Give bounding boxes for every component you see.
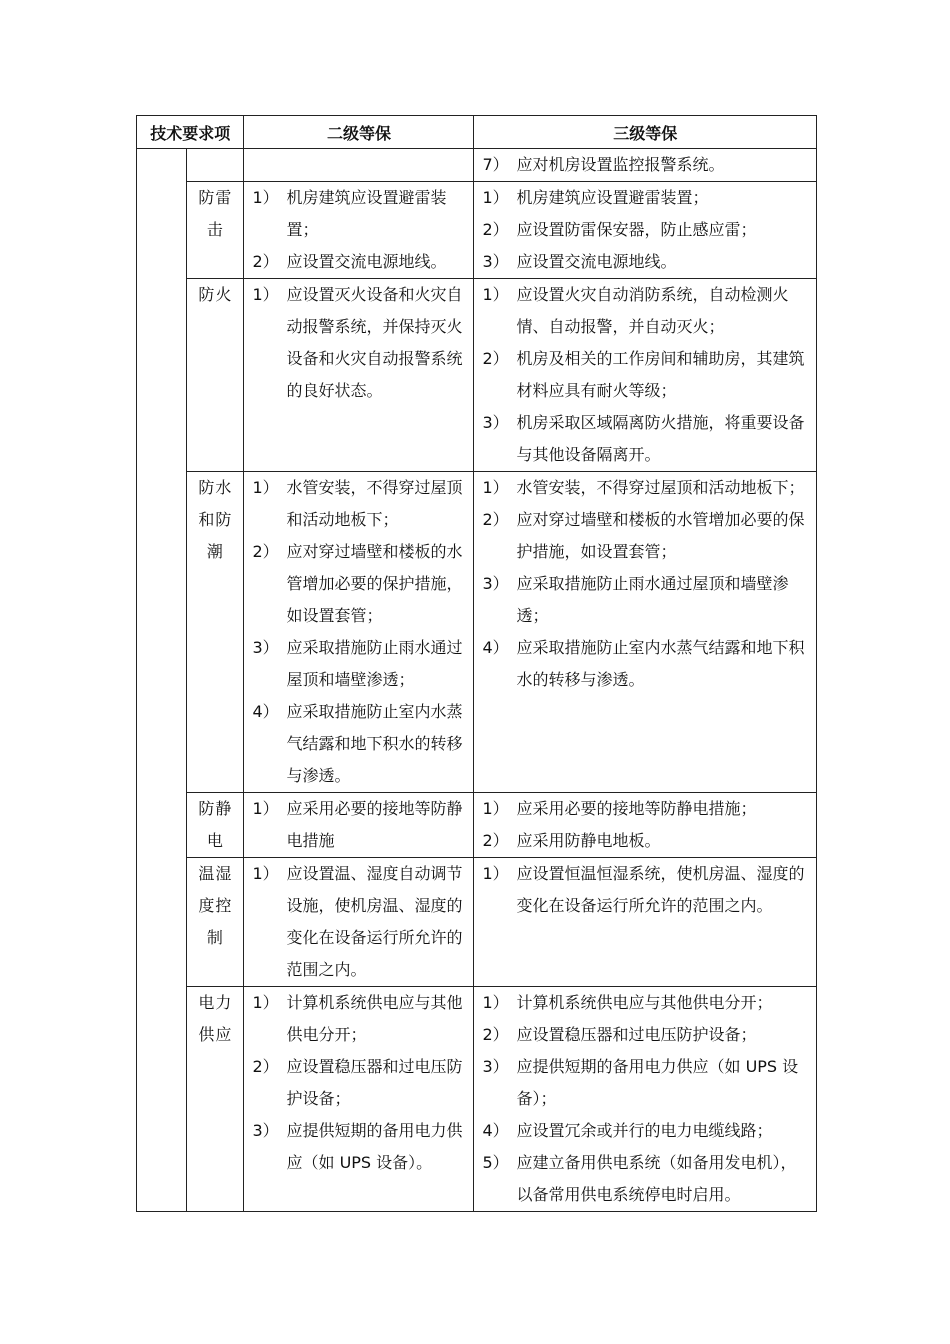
item-text: 应采取措施防止室内水蒸气结露和地下积水的转移与渗透。 [516,638,805,689]
table-row [137,149,817,182]
list-item [482,1147,812,1211]
list-item [252,793,469,857]
level-3-cell [474,858,817,987]
item-text: 应设置防雷保安器，防止感应雷； [516,220,757,239]
item-number: 1） [252,864,279,883]
list-item [482,279,812,343]
list-item [482,149,812,181]
level-2-cell [244,858,474,987]
list-item [482,246,812,278]
category-cell [187,149,244,182]
item-number: 1） [252,285,279,304]
list-item [482,1019,812,1051]
item-text: 计算机系统供电应与其他供电分开； [286,993,463,1044]
table-header-row [137,116,817,149]
requirement-list [474,858,816,922]
item-text: 应采用必要的接地等防静电措施 [286,799,463,850]
item-number: 3） [482,1057,509,1076]
item-text: 应对穿过墙壁和楼板的水管增加必要的保护措施，如设置套管； [516,510,805,561]
level-3-cell [474,472,817,793]
item-number: 4） [482,1121,509,1140]
requirement-list [474,182,816,278]
requirements-table [136,115,817,1212]
item-number: 4） [252,702,279,721]
requirement-list [474,149,816,181]
level-3-cell [474,182,817,279]
item-text: 应设置灭火设备和火灾自动报警系统，并保持灭火设备和火灾自动报警系统的良好状态。 [286,285,463,400]
list-item [252,632,469,696]
header-level-2: 二级等保 [244,116,474,149]
item-text: 应采用必要的接地等防静电措施； [516,799,757,818]
table-row [137,472,817,793]
list-item [252,1115,469,1179]
requirement-list [244,182,473,278]
item-number: 1） [252,478,279,497]
item-number: 2） [252,1057,279,1076]
level-2-cell [244,472,474,793]
item-text: 机房及相关的工作房间和辅助房，其建筑材料应具有耐火等级； [516,349,805,400]
item-number: 3） [252,1121,279,1140]
list-item [252,246,469,278]
list-item [482,1115,812,1147]
requirement-list [474,279,816,471]
item-number: 3） [482,574,509,593]
item-text: 应提供短期的备用电力供应（如 UPS 设备）； [516,1057,799,1108]
item-text: 应设置交流电源地线。 [286,252,447,271]
item-text: 机房采取区域隔离防火措施，将重要设备与其他设备隔离开。 [516,413,805,464]
requirement-list [244,987,473,1179]
level-2-cell [244,279,474,472]
list-item [482,825,812,857]
list-item [482,407,812,471]
item-text: 计算机系统供电应与其他供电分开； [516,993,773,1012]
item-number: 2） [482,831,509,850]
item-number: 3） [252,638,279,657]
item-text: 应采取措施防止室内水蒸气结露和地下积水的转移与渗透。 [286,702,463,785]
table-body [137,149,817,1212]
item-number: 3） [482,413,509,432]
table-row [137,858,817,987]
table-row [137,793,817,858]
item-text: 应建立备用供电系统（如备用发电机），以备常用供电系统停电时启用。 [516,1153,797,1204]
item-number: 2） [252,542,279,561]
item-text: 水管安装，不得穿过屋顶和活动地板下； [286,478,463,529]
level-2-cell [244,987,474,1212]
requirement-list [474,472,816,696]
item-text: 应对穿过墙壁和楼板的水管增加必要的保护措施，如设置套管； [286,542,463,625]
item-text: 应设置交流电源地线。 [516,252,677,271]
item-text: 水管安装，不得穿过屋顶和活动地板下； [516,478,805,497]
list-item [252,279,469,407]
item-number: 5） [482,1153,509,1172]
list-item [482,472,812,504]
list-item [482,504,812,568]
item-number: 1） [252,188,279,207]
list-item [482,1051,812,1115]
requirement-list [474,987,816,1211]
requirement-list [244,472,473,792]
category-cell: 温湿度控制 [187,858,244,987]
level-2-cell [244,149,474,182]
list-item [482,858,812,922]
level-3-cell [474,279,817,472]
item-number: 2） [482,349,509,368]
item-number: 7） [482,155,509,174]
table-row [137,279,817,472]
list-item [252,182,469,246]
list-item [482,568,812,632]
item-text: 应设置恒温恒湿系统，使机房温、湿度的变化在设备运行所允许的范围之内。 [516,864,805,915]
item-number: 2） [482,510,509,529]
list-item [252,696,469,792]
level-3-cell [474,149,817,182]
header-level-3: 三级等保 [474,116,817,149]
requirement-list [244,858,473,986]
item-number: 3） [482,252,509,271]
item-text: 应采取措施防止雨水通过屋顶和墙壁渗透； [286,638,463,689]
item-number: 1） [482,993,509,1012]
list-item [252,536,469,632]
requirement-list [474,793,816,857]
list-item [482,214,812,246]
item-number: 2） [252,252,279,271]
category-cell: 防雷击 [187,182,244,279]
item-text: 机房建筑应设置避雷装置； [516,188,709,207]
table-row [137,182,817,279]
item-text: 应对机房设置监控报警系统。 [516,155,725,174]
item-number: 2） [482,1025,509,1044]
list-item [252,1051,469,1115]
level-2-cell [244,182,474,279]
category-cell: 防静电 [187,793,244,858]
item-number: 2） [482,220,509,239]
item-number: 1） [482,799,509,818]
list-item [482,987,812,1019]
list-item [482,182,812,214]
item-number: 1） [252,799,279,818]
list-item [252,858,469,986]
category-cell: 电力供应 [187,987,244,1212]
item-number: 4） [482,638,509,657]
table-row [137,987,817,1212]
item-text: 应提供短期的备用电力供应（如 UPS 设备）。 [286,1121,463,1172]
header-requirement-item: 技术要求项 [137,116,244,149]
item-text: 应设置稳压器和过电压防护设备； [286,1057,463,1108]
list-item [252,472,469,536]
list-item [482,793,812,825]
level-3-cell [474,793,817,858]
category-cell: 防水和防潮 [187,472,244,793]
category-cell: 防火 [187,279,244,472]
item-text: 应设置温、湿度自动调节设施，使机房温、湿度的变化在设备运行所允许的范围之内。 [286,864,463,979]
item-text: 应设置火灾自动消防系统，自动检测火情、自动报警，并自动灭火； [516,285,789,336]
item-text: 应采用防静电地板。 [516,831,661,850]
item-number: 1） [482,285,509,304]
item-number: 1） [482,478,509,497]
item-text: 应采取措施防止雨水通过屋顶和墙壁渗透； [516,574,789,625]
list-item [252,987,469,1051]
item-text: 应设置冗余或并行的电力电缆线路； [516,1121,773,1140]
requirement-list [244,279,473,407]
item-text: 应设置稳压器和过电压防护设备； [516,1025,757,1044]
item-number: 1） [482,188,509,207]
item-number: 1） [252,993,279,1012]
list-item [482,632,812,696]
level-2-cell [244,793,474,858]
section-label-cell [137,149,187,1212]
item-text: 机房建筑应设置避雷装置； [286,188,447,239]
item-number: 1） [482,864,509,883]
requirement-list [244,793,473,857]
level-3-cell [474,987,817,1212]
list-item [482,343,812,407]
